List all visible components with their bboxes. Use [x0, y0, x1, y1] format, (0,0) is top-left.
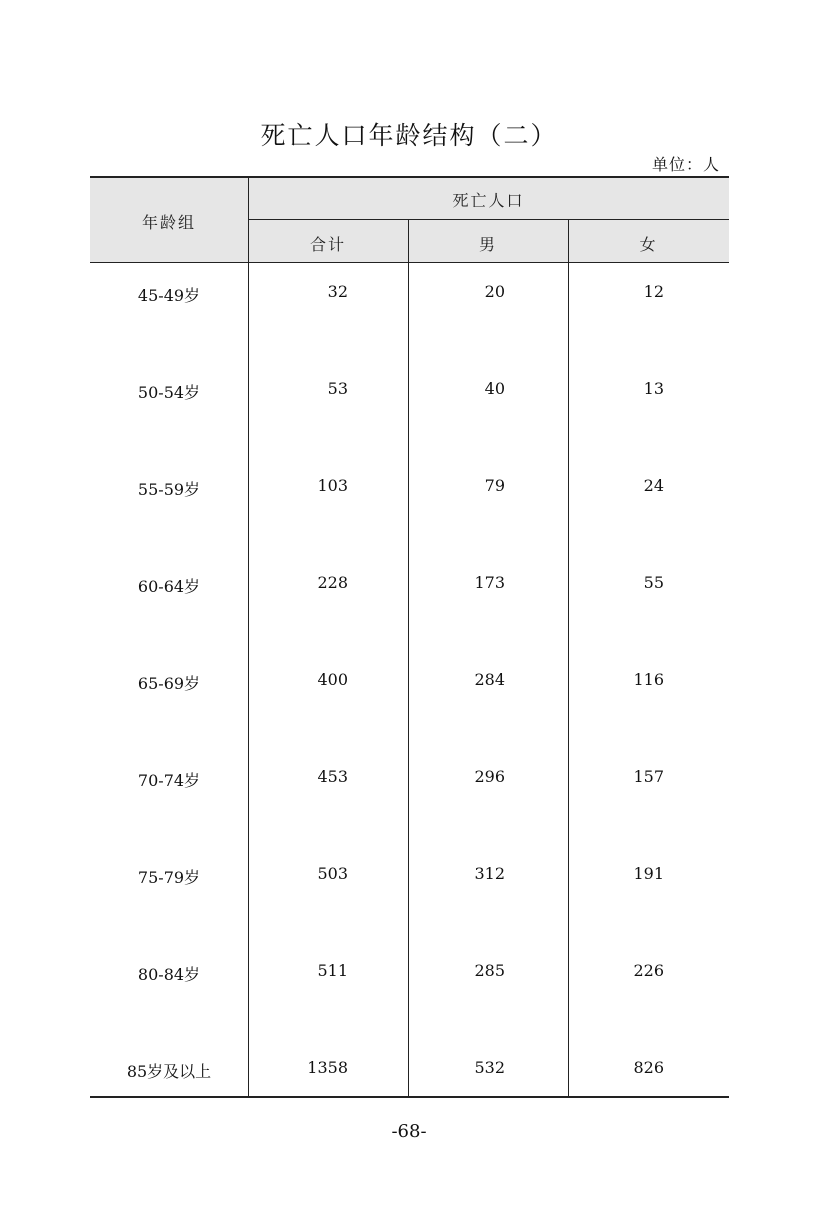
- row-male: 284: [474, 670, 505, 689]
- row-female: 12: [643, 282, 664, 301]
- row-age: 50-54岁: [137, 383, 201, 402]
- row-total: 1358: [307, 1058, 348, 1077]
- row-male: 296: [474, 767, 505, 786]
- page-number: -68-: [391, 1121, 427, 1142]
- row-total: 503: [317, 864, 348, 883]
- death-age-table: [90, 176, 729, 1098]
- subheader-rule: [248, 219, 729, 220]
- header-female: 女: [639, 235, 658, 254]
- row-female: 116: [633, 670, 664, 689]
- row-female: 191: [633, 864, 664, 883]
- row-total: 32: [327, 282, 348, 301]
- row-male: 79: [484, 476, 505, 495]
- row-female: 226: [633, 961, 664, 980]
- row-female: 826: [633, 1058, 664, 1077]
- header-total: 合计: [309, 235, 346, 254]
- column-divider-age: [248, 178, 249, 1096]
- header-age-group: 年龄组: [141, 213, 196, 232]
- row-male: 173: [474, 573, 505, 592]
- row-male: 532: [474, 1058, 505, 1077]
- row-age: 60-64岁: [137, 577, 201, 596]
- row-age: 75-79岁: [137, 868, 201, 887]
- row-total: 511: [317, 961, 348, 980]
- row-total: 228: [317, 573, 348, 592]
- row-age: 85岁及以上: [126, 1062, 212, 1081]
- row-age: 55-59岁: [137, 480, 201, 499]
- row-female: 55: [643, 573, 664, 592]
- row-female: 13: [643, 379, 664, 398]
- row-age: 45-49岁: [137, 286, 201, 305]
- row-total: 400: [317, 670, 348, 689]
- table-bottom-rule: [90, 1096, 729, 1098]
- row-female: 24: [643, 476, 664, 495]
- table-header-rule: [90, 262, 729, 263]
- row-age: 80-84岁: [137, 965, 201, 984]
- page-title: 死亡人口年龄结构（二）: [260, 121, 558, 150]
- row-male: 40: [484, 379, 505, 398]
- row-male: 312: [474, 864, 505, 883]
- row-age: 70-74岁: [137, 771, 201, 790]
- unit-label: 单位：人: [651, 155, 720, 174]
- row-total: 53: [327, 379, 348, 398]
- row-age: 65-69岁: [137, 674, 201, 693]
- row-female: 157: [633, 767, 664, 786]
- table-top-rule: [90, 176, 729, 178]
- row-total: 103: [317, 476, 348, 495]
- header-deaths: 死亡人口: [452, 191, 525, 210]
- row-total: 453: [317, 767, 348, 786]
- row-male: 20: [484, 282, 505, 301]
- header-male: 男: [478, 235, 497, 254]
- row-male: 285: [474, 961, 505, 980]
